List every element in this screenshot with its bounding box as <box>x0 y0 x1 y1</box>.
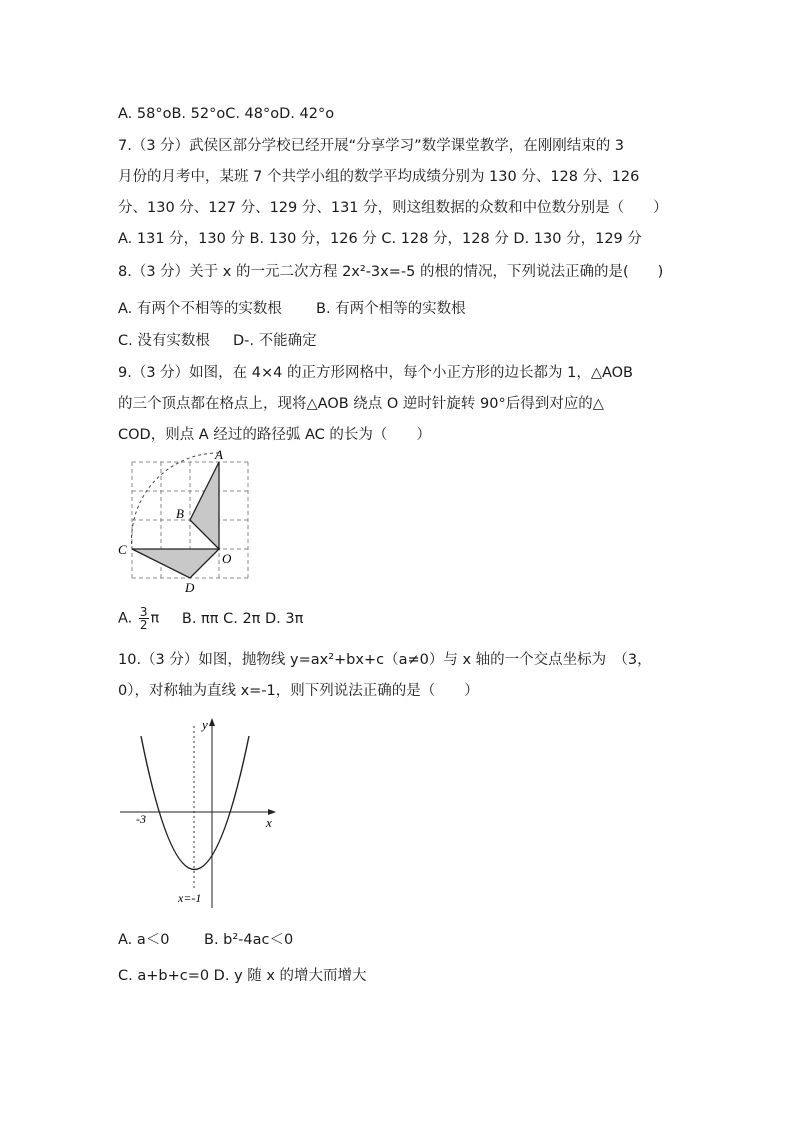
q9-options-rest: B. ππ C. 2π D. 3π <box>181 610 304 627</box>
q8-option-d: D‑. 不能确定 <box>233 333 317 349</box>
q10-option-b: B. b²-4ac＜0 <box>204 932 294 948</box>
q9-label-o: O <box>222 551 232 566</box>
q9-label-c: C <box>118 542 127 557</box>
q9-stem-line3: COD，则点 A 经过的路径弧 AC 的长为（ ） <box>118 427 431 443</box>
q9-stem-line2: 的三个顶点都在格点上，现将△AOB 绕点 O 逆时针旋转 90°后得到对应的△ <box>118 396 604 412</box>
q6-options: A. 58°oB. 52°oC. 48°oD. 42°o <box>118 106 335 122</box>
q10-label-axis-eq: x=-1 <box>178 891 202 905</box>
q9-option-a-num: 3 <box>139 605 148 619</box>
q7-options: A. 131 分，130 分 B. 130 分，126 分 C. 128 分，128 分 D. 130 分，129 分 <box>118 231 642 247</box>
q9-label-b: B <box>176 506 184 521</box>
q8-stem: 8.（3 分）关于 x 的一元二次方程 2x²-3x=-5 的根的情况，下列说法正确的是( ) <box>118 264 664 280</box>
q7-stem-line1: 7.（3 分）武侯区部分学校已经开展“分享学习”数学课堂教学，在刚刚结束的 3 <box>118 138 625 154</box>
q10-label-y: y <box>202 717 208 732</box>
q9-triangle-aob <box>190 462 219 549</box>
q9-option-a-fraction <box>139 606 149 631</box>
q7-stem-line2: 月份的月考中，某班 7 个共学小组的数学平均成绩分别为 130 分、128 分、126 <box>118 169 640 185</box>
q10-stem-line2: 0），对称轴为直线 x=-1，则下列说法正确的是（ ） <box>118 683 479 699</box>
q9-options <box>118 606 303 631</box>
q9-triangle-cod <box>132 549 219 578</box>
q10-stem-line1: 10.（3 分）如图，抛物线 y=ax²+bx+c（a≠0）与 x 轴的一个交点坐标为 （3， <box>118 652 652 668</box>
q10-label-minus3: -3 <box>136 812 146 826</box>
q9-option-a-pi: π <box>150 610 160 627</box>
q10-options-cd: C. a+b+c=0 D. y 随 x 的增大而增大 <box>118 968 367 984</box>
q9-label-a: A <box>215 450 223 462</box>
q10-figure <box>112 712 284 912</box>
q9-option-a-den: 2 <box>139 618 148 632</box>
q9-label-d: D <box>185 580 195 595</box>
q9-stem-line1: 9.（3 分）如图，在 4×4 的正方形网格中，每个小正方形的边长都为 1，△AOB <box>118 365 633 381</box>
q9-figure <box>112 450 262 598</box>
q10-y-axis-arrow <box>209 718 215 726</box>
q10-parabola <box>141 736 249 870</box>
q10-option-a: A. a＜0 <box>118 932 170 948</box>
q8-option-c: C. 没有实数根 <box>118 333 210 349</box>
q8-option-a: A. 有两个不相等的实数根 <box>118 301 282 317</box>
q8-option-b: B. 有两个相等的实数根 <box>316 301 466 317</box>
q9-option-a-prefix: A. <box>118 610 133 627</box>
q7-stem-line3: 分、130 分、127 分、129 分、131 分，则这组数据的众数和中位数分别是（ ） <box>118 200 668 216</box>
q10-label-x: x <box>266 815 272 830</box>
